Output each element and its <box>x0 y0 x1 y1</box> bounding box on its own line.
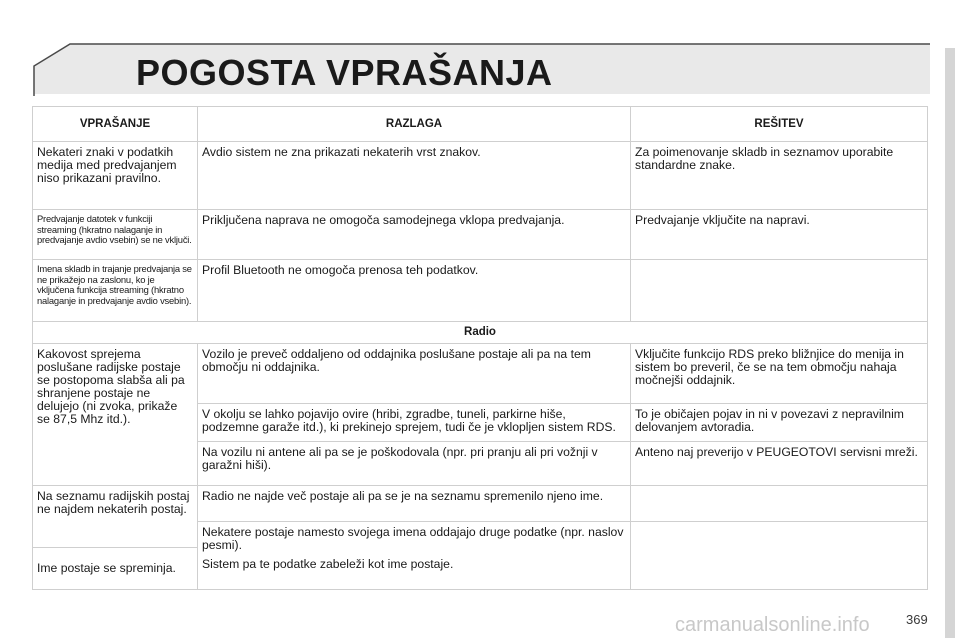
section-row <box>33 322 928 344</box>
question-cell: Imena skladb in trajanje predvajanja se ne prikažejo na zaslonu, ko je vključena funkcija streaming (hkratno nalaganje in predvajanje avdio vsebin). <box>33 260 198 322</box>
reason-cell: V okolju se lahko pojavijo ovire (hribi, zgradbe, tuneli, parkirne hiše, podzemne garaže itd.), ki prekinejo sprejem, tudi če je vklopljen sistem RDS. <box>198 404 631 442</box>
table-row <box>33 210 928 260</box>
reason-cell: Na vozilu ni antene ali pa se je poškodovala (npr. pri pranju ali pri vožnji v garažni hiši). <box>198 442 631 486</box>
solution-cell: Anteno naj preverijo v PEUGEOTOVI servisni mreži. <box>631 442 928 486</box>
faq-table <box>32 106 928 590</box>
reason-cell: Vozilo je preveč oddaljeno od oddajnika poslušane postaje ali pa na tem območju ni oddajnika. <box>198 344 631 404</box>
solution-cell: Predvajanje vključite na napravi. <box>631 210 928 260</box>
column-header-reason: RAZLAGA <box>198 107 631 142</box>
table-row <box>33 260 928 322</box>
reason-cell: Radio ne najde več postaje ali pa se je na seznamu spremenilo njeno ime. <box>198 486 631 522</box>
reason-cell: Profil Bluetooth ne omogoča prenosa teh podatkov. <box>198 260 631 322</box>
column-header-question: VPRAŠANJE <box>33 107 198 142</box>
solution-cell <box>631 522 928 590</box>
solution-cell: To je običajen pojav in ni v povezavi z nepravilnim delovanjem avtoradia. <box>631 404 928 442</box>
reason-paragraph: Nekatere postaje namesto svojega imena oddajajo druge podatke (npr. naslov pesmi). <box>202 525 624 552</box>
reason-cell <box>198 522 631 590</box>
question-cell: Predvajanje datotek v funkciji streaming (hkratno nalaganje in predvajanje avdio vsebin) se ne vključi. <box>33 210 198 260</box>
page-title: POGOSTA VPRAŠANJA <box>136 52 553 93</box>
question-cell: Kakovost sprejema poslušane radijske postaje se postopoma slabša ali pa shranjene postaje ne delujejo (ni zvoka, prikaže se 87,5 Mhz itd.). <box>33 344 198 486</box>
solution-cell: Vključite funkcijo RDS preko bližnjice do menija in sistem bo preveril, če se na tem območju nahaja močnejši oddajnik. <box>631 344 928 404</box>
page-number: 369 <box>906 612 928 627</box>
table-row <box>33 486 928 522</box>
table-row <box>33 142 928 210</box>
side-rule <box>945 48 955 638</box>
table-header-row <box>33 107 928 142</box>
table-row <box>33 344 928 404</box>
column-header-solution: REŠITEV <box>631 107 928 142</box>
section-title-radio: Radio <box>33 322 928 344</box>
reason-cell: Priključena naprava ne omogoča samodejnega vklopa predvajanja. <box>198 210 631 260</box>
watermark: carmanualsonline.info <box>675 614 870 636</box>
solution-cell <box>631 486 928 522</box>
question-cell: Nekateri znaki v podatkih medija med predvajanjem niso prikazani pravilno. <box>33 142 198 210</box>
solution-cell <box>631 260 928 322</box>
question-cell: Na seznamu radijskih postaj ne najdem nekaterih postaj. <box>33 486 198 548</box>
reason-paragraph: Sistem pa te podatke zabeleži kot ime postaje. <box>202 557 454 571</box>
solution-cell: Za poimenovanje skladb in seznamov uporabite standardne znake. <box>631 142 928 210</box>
question-cell: Ime postaje se spreminja. <box>33 548 198 590</box>
reason-cell: Avdio sistem ne zna prikazati nekaterih vrst znakov. <box>198 142 631 210</box>
